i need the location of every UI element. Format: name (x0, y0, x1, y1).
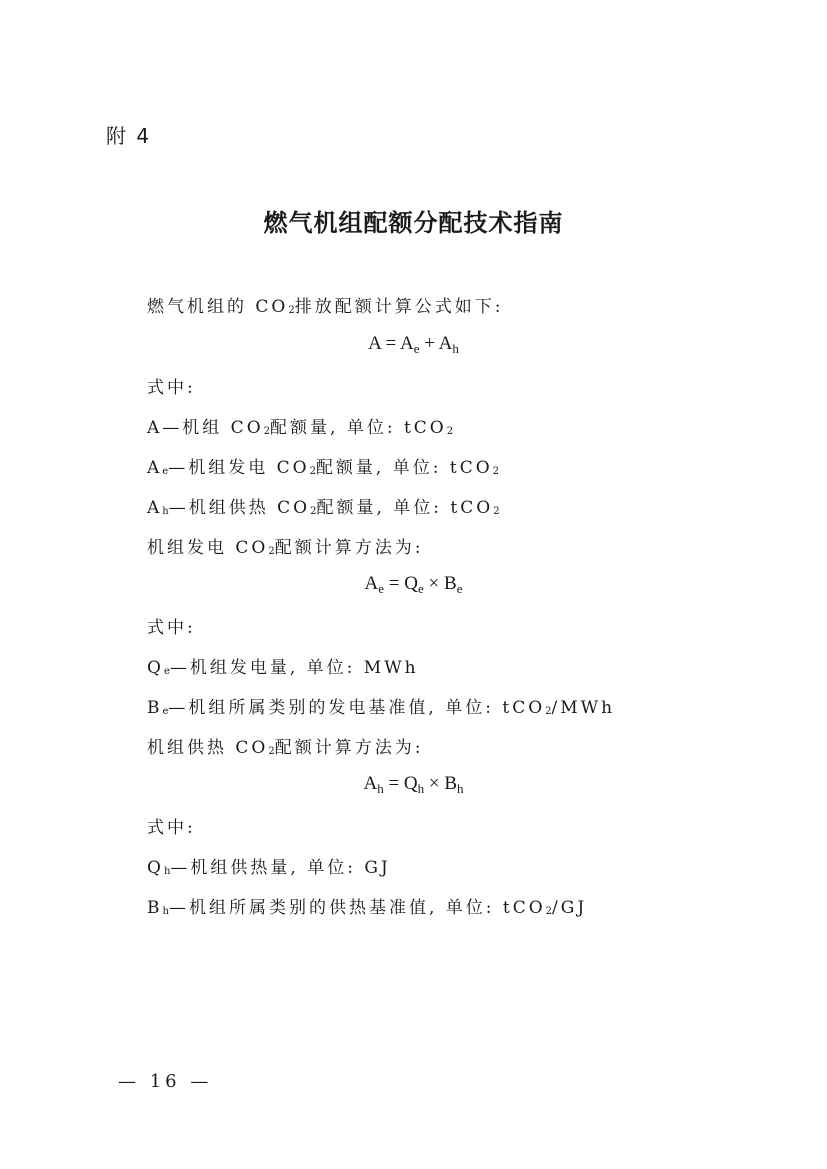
symbol: Q (147, 658, 164, 678)
definition-text: —机组所属类别的供热基准值, 单位: tCO (168, 898, 546, 918)
definition-text: —机组供热量, 单位: GJ (170, 858, 391, 878)
formula-operator: × (424, 773, 445, 794)
subscript: 2 (268, 546, 275, 557)
formula-total (0, 333, 827, 357)
formula-term: A (438, 333, 453, 354)
subscript: e (378, 581, 385, 596)
formula-operator: + (419, 333, 439, 354)
subscript: h (452, 341, 459, 356)
definition-text: /MWh (551, 698, 616, 718)
subscript: 2 (309, 466, 316, 477)
where-label: 式中: (147, 818, 196, 838)
formula-heat (0, 773, 827, 797)
heading-text: 机组发电 CO (147, 538, 269, 558)
formula-operator: = (384, 573, 405, 594)
subscript: e (163, 666, 170, 677)
definition-a (147, 413, 453, 438)
definition-text: —机组发电 CO (168, 458, 310, 478)
definition-text: —机组供热 CO (168, 498, 311, 518)
subscript: 2 (446, 426, 454, 437)
subscript: h (163, 866, 171, 877)
definition-bh (147, 893, 587, 918)
subscript: h (377, 781, 384, 796)
formula-term: A (363, 773, 378, 794)
attachment-label: 附 4 (106, 124, 152, 148)
formula-term: Q (404, 573, 418, 594)
formula-term: A (368, 333, 381, 354)
symbol: B (147, 898, 163, 918)
intro-text: 燃气机组的 CO (147, 297, 289, 317)
power-method-heading (147, 533, 423, 558)
subscript: 2 (310, 506, 317, 517)
document-title: 燃气机组配额分配技术指南 (263, 209, 564, 237)
symbol: A (147, 458, 163, 478)
subscript: e (456, 581, 463, 596)
definition-text: —机组发电量, 单位: MWh (169, 658, 419, 678)
intro-text: 排放配额计算公式如下: (294, 297, 504, 317)
subscript: h (417, 781, 425, 796)
formula-operator: × (423, 573, 444, 594)
symbol: A (147, 418, 163, 438)
formula-term: A (364, 573, 379, 594)
subscript: h (457, 781, 464, 796)
where-label: 式中: (147, 378, 196, 398)
subscript: 2 (545, 906, 553, 917)
definition-qh (147, 853, 391, 878)
definition-text: —机组 CO (162, 418, 264, 438)
subscript: 2 (288, 305, 295, 316)
heat-method-heading (147, 733, 423, 758)
subscript: e (418, 581, 424, 596)
subscript: 2 (493, 506, 500, 517)
formula-term: A (399, 333, 414, 354)
heading-text: 配额计算方法为: (274, 738, 424, 758)
subscript: e (162, 706, 169, 717)
definition-ah (147, 493, 500, 518)
definition-text: 配额量, 单位: tCO (315, 458, 493, 478)
definition-text: 配额量, 单位: tCO (270, 418, 447, 438)
definition-ae (147, 453, 499, 478)
symbol: B (147, 698, 163, 718)
formula-power (0, 573, 827, 597)
heading-text: 配额计算方法为: (274, 538, 424, 558)
where-label: 式中: (147, 618, 196, 638)
formula-term: B (444, 773, 458, 794)
formula-operator: = (380, 333, 400, 354)
subscript: 2 (268, 746, 275, 757)
subscript: h (162, 906, 169, 917)
definition-text: —机组所属类别的发电基准值, 单位: tCO (168, 698, 546, 718)
subscript: 2 (545, 706, 552, 717)
subscript: 2 (492, 466, 500, 477)
intro-paragraph (147, 292, 503, 317)
definition-be (147, 693, 615, 718)
formula-term: B (444, 573, 457, 594)
heading-text: 机组供热 CO (147, 738, 269, 758)
page-number: — 16 — (118, 1071, 213, 1092)
definition-text: /GJ (552, 898, 588, 918)
formula-term: Q (403, 773, 418, 794)
definition-text: 配额量, 单位: tCO (316, 498, 494, 518)
formula-operator: = (383, 773, 404, 794)
subscript: 2 (263, 426, 271, 437)
symbol: Q (147, 858, 164, 878)
subscript: e (413, 341, 420, 356)
definition-qe (147, 653, 419, 678)
subscript: e (162, 466, 169, 477)
symbol: A (147, 498, 163, 518)
subscript: h (162, 506, 169, 517)
